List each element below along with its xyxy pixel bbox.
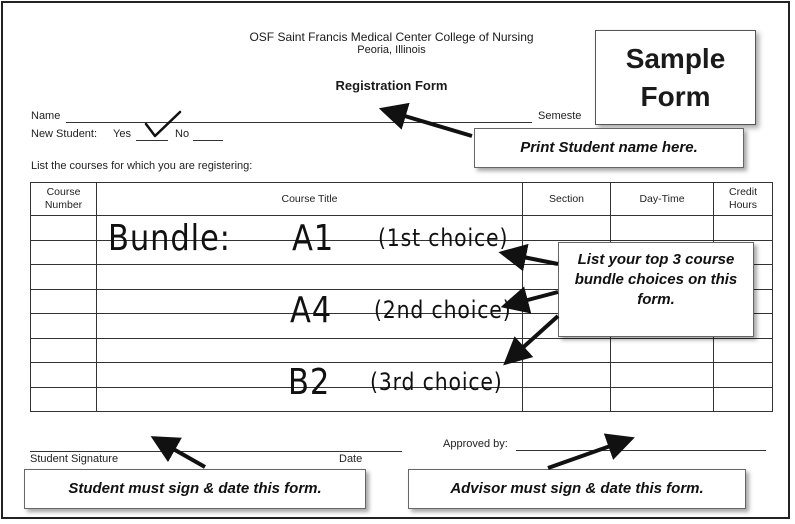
advisor-sign-callout: Advisor must sign & date this form.: [408, 469, 746, 509]
courses-instruction: List the courses for which you are registering:: [31, 160, 253, 172]
handwritten-choice2-note: (2nd choice): [374, 296, 512, 324]
name-label: Name: [31, 110, 61, 122]
student-sign-callout: Student must sign & date this form.: [24, 469, 366, 509]
arrow-to-choice1-icon: [518, 256, 558, 264]
approved-by-label: Approved by:: [443, 438, 508, 450]
form-title: Registration Form: [335, 78, 448, 93]
semester-label: Semeste: [538, 110, 582, 122]
arrow-to-student-signature-icon: [168, 446, 205, 467]
student-signature-label: Student Signature: [30, 453, 119, 465]
day-time-header: Day-Time: [611, 183, 714, 216]
date-label: Date: [339, 453, 363, 465]
handwritten-choice3-code: B2: [288, 362, 331, 403]
course-number-header: Course Number: [31, 183, 97, 216]
course-title-header: Course Title: [97, 183, 523, 216]
new-student-label: New Student:: [31, 128, 98, 140]
arrow-to-name-icon: [398, 114, 472, 136]
handwritten-choice1-note: (1st choice): [378, 224, 509, 252]
yes-label: Yes: [113, 128, 131, 140]
arrow-to-approved-by-icon: [548, 444, 616, 468]
form-label: Form: [640, 81, 711, 112]
credit-hours-header: Credit Hours: [714, 183, 773, 216]
handwritten-choice2-code: A4: [290, 290, 333, 331]
handwritten-choice1-code: A1: [292, 218, 335, 259]
print-name-callout: Print Student name here.: [474, 128, 744, 168]
institution-name: OSF Saint Francis Medical Center College of Nursing: [249, 30, 534, 44]
bundle-choices-callout: List your top 3 course bundle choices on this form.: [558, 242, 754, 337]
no-label: No: [175, 128, 190, 140]
handwritten-bundle-label: Bundle:: [108, 218, 231, 259]
institution-location: Peoria, Illinois: [357, 44, 426, 56]
handwritten-choice3-note: (3rd choice): [370, 368, 503, 396]
sample-label: Sample: [625, 43, 726, 74]
arrow-to-choice2-icon: [520, 292, 558, 302]
section-header: Section: [523, 183, 611, 216]
arrow-to-choice3-icon: [518, 316, 558, 352]
